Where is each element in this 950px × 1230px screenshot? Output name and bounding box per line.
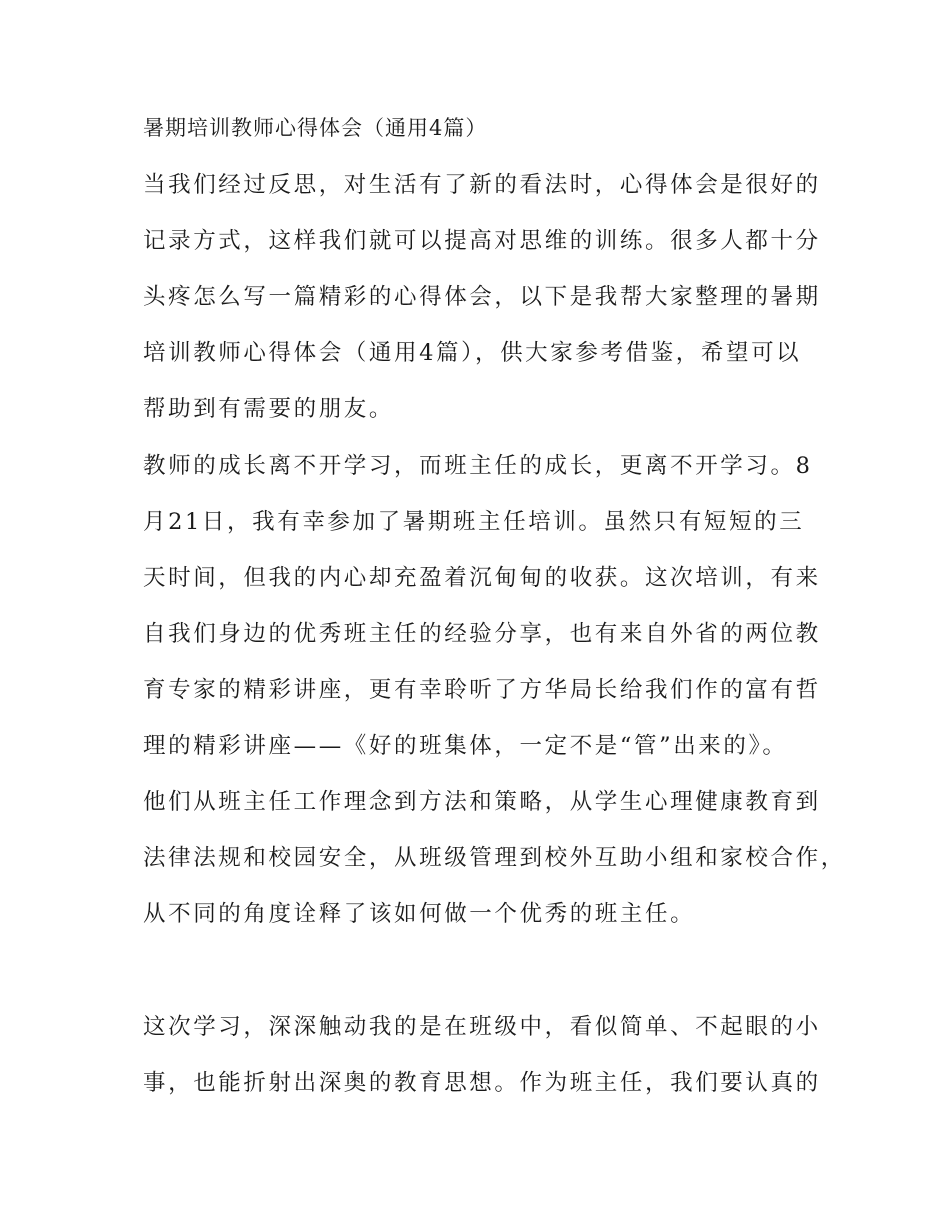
paragraph-line: 月21日，我有幸参加了暑期班主任培训。虽然只有短短的三 bbox=[143, 509, 805, 535]
paragraph-line: 理的精彩讲座——《好的班集体，一定不是“管”出来的》。 bbox=[143, 733, 788, 759]
paragraph-line: 当我们经过反思，对生活有了新的看法时，心得体会是很好的 bbox=[143, 172, 821, 198]
paragraph-line: 帮助到有需要的朋友。 bbox=[143, 396, 395, 422]
paragraph-line: 教师的成长离不开学习，而班主任的成长，更离不开学习。8 bbox=[143, 453, 813, 479]
document-title: 暑期培训教师心得体会（通用4篇） bbox=[143, 116, 488, 140]
paragraph-line: 他们从班主任工作理念到方法和策略，从学生心理健康教育到 bbox=[143, 789, 821, 815]
paragraph-line: 这次学习，深深触动我的是在班级中，看似简单、不起眼的小 bbox=[143, 1014, 821, 1040]
paragraph-line: 记录方式，这样我们就可以提高对思维的训练。很多人都十分 bbox=[143, 228, 821, 254]
paragraph-line: 事，也能折射出深奥的教育思想。作为班主任，我们要认真的 bbox=[143, 1070, 821, 1096]
paragraph-line: 培训教师心得体会（通用4篇），供大家参考借鉴，希望可以 bbox=[143, 340, 802, 366]
paragraph-line: 头疼怎么写一篇精彩的心得体会，以下是我帮大家整理的暑期 bbox=[143, 284, 821, 310]
paragraph-line: 育专家的精彩讲座，更有幸聆听了方华局长给我们作的富有哲 bbox=[143, 677, 821, 703]
paragraph-line: 法律法规和校园安全，从班级管理到校外互助小组和家校合作， bbox=[143, 845, 846, 871]
paragraph-line: 自我们身边的优秀班主任的经验分享，也有来自外省的两位教 bbox=[143, 621, 821, 647]
paragraph-line: 天时间，但我的内心却充盈着沉甸甸的收获。这次培训，有来 bbox=[143, 565, 821, 591]
paragraph-line: 从不同的角度诠释了该如何做一个优秀的班主任。 bbox=[143, 901, 696, 927]
